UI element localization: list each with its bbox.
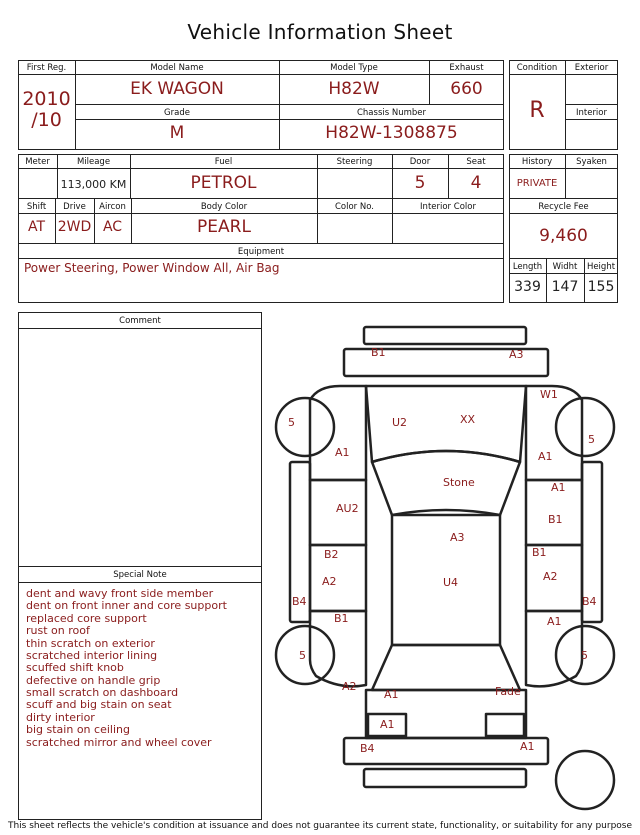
special-note-item: dent on front inner and core support [26, 599, 227, 612]
damage-mark: A1 [551, 481, 566, 494]
mileage-label: Mileage [76, 157, 111, 167]
recycle-fee-value: 9,460 [539, 226, 588, 246]
door-label: Door [409, 157, 431, 167]
model-type-label: Model Type [330, 63, 378, 73]
damage-mark: Stone [443, 476, 475, 489]
color-no-label: Color No. [334, 202, 374, 212]
damage-mark: A1 [380, 718, 395, 731]
length-label: Length [512, 262, 543, 272]
special-note-item: small scratch on dashboard [26, 686, 179, 699]
body-color-value: PEARL [197, 217, 251, 237]
special-note-item: dirty interior [26, 711, 95, 724]
special-note-item: thin scratch on exterior [26, 637, 155, 650]
interior-label: Interior [575, 108, 607, 118]
damage-mark: AU2 [336, 502, 359, 515]
drive-value: 2WD [57, 219, 92, 235]
special-note-item: scratched interior lining [26, 649, 158, 662]
grade-value: M [169, 123, 185, 143]
equipment-value: Power Steering, Power Window All, Air Bag [24, 261, 280, 275]
special-note-label: Special Note [113, 570, 167, 580]
model-type-value: H82W [328, 79, 380, 99]
damage-mark: A3 [450, 531, 465, 544]
rear-bumper [344, 738, 548, 764]
damage-mark: 5 [288, 416, 295, 429]
damage-mark: A1 [547, 615, 562, 628]
chassis-value: H82W-1308875 [325, 123, 458, 143]
grade-label: Grade [164, 108, 190, 118]
damage-mark: B1 [532, 546, 547, 559]
damage-mark: A1 [538, 450, 553, 463]
damage-mark: 5 [581, 649, 588, 662]
special-note-item: defective on handle grip [26, 674, 161, 687]
damage-mark: B4 [360, 742, 375, 755]
first-reg-year: 2010 [22, 88, 71, 110]
body-color-label: Body Color [200, 202, 248, 212]
damage-mark: XX [460, 413, 476, 426]
damage-mark: 5 [588, 433, 595, 446]
damage-mark: W1 [540, 388, 558, 401]
damage-mark: B1 [334, 612, 349, 625]
special-note-item: replaced core support [26, 612, 147, 625]
damage-mark: A1 [520, 740, 535, 753]
history-label: History [521, 157, 553, 167]
damage-mark: B2 [324, 548, 339, 561]
model-name-value: EK WAGON [130, 79, 224, 99]
exhaust-value: 660 [450, 79, 483, 99]
damage-mark: B1 [371, 346, 386, 359]
aircon-value: AC [102, 219, 123, 235]
width-label: Widht [552, 262, 578, 272]
history-value: PRIVATE [516, 178, 558, 189]
height-value: 155 [587, 279, 615, 295]
page-title: Vehicle Information Sheet [187, 20, 453, 44]
seat-label: Seat [466, 157, 486, 167]
chassis-label: Chassis Number [356, 108, 427, 118]
damage-mark: A2 [342, 680, 357, 693]
height-label: Height [586, 262, 616, 272]
damage-mark: A3 [509, 348, 524, 361]
rear-window [372, 645, 520, 690]
first-reg-label: First Reg. [26, 63, 67, 73]
damage-mark: B4 [582, 595, 597, 608]
exhaust-label: Exhaust [449, 63, 484, 73]
shift-label: Shift [26, 202, 47, 212]
damage-mark: 5 [299, 649, 306, 662]
damage-mark: A2 [322, 575, 337, 588]
equipment-label: Equipment [237, 247, 285, 257]
width-value: 147 [551, 279, 579, 295]
damage-mark: A1 [384, 688, 399, 701]
door-value: 5 [414, 173, 426, 193]
condition-label: Condition [516, 63, 558, 73]
damage-mark: U2 [392, 416, 408, 429]
damage-mark: A1 [335, 446, 350, 459]
front-bumper-top [364, 327, 526, 344]
wheel-front-left [276, 398, 334, 456]
recycle-fee-label: Recycle Fee [538, 202, 589, 212]
shift-value: AT [27, 219, 46, 235]
drive-label: Drive [63, 202, 86, 212]
exterior-label: Exterior [574, 63, 609, 73]
damage-mark: U4 [443, 576, 459, 589]
aircon-label: Aircon [99, 202, 126, 212]
damage-mark: B1 [548, 513, 563, 526]
special-note-item: scuffed shift knob [26, 661, 124, 674]
disclaimer-footer: This sheet reflects the vehicle's condition at issuance and does not guarantee its current state, functionality, or suitability for any purpose [7, 821, 633, 831]
wheel-front-right [556, 398, 614, 456]
car-damage-diagram [268, 318, 640, 818]
seat-value: 4 [470, 173, 482, 193]
comment-label: Comment [119, 316, 161, 326]
special-note-item: big stain on ceiling [26, 723, 130, 736]
damage-mark: Fade [495, 685, 521, 698]
fuel-label: Fuel [214, 157, 233, 167]
special-note-item: scratched mirror and wheel cover [26, 736, 212, 749]
condition-value: R [529, 98, 545, 123]
special-note-item: dent and wavy front side member [26, 587, 214, 600]
damage-mark: B4 [292, 595, 307, 608]
first-reg-month: /10 [31, 109, 62, 131]
damage-mark: A2 [543, 570, 558, 583]
fuel-value: PETROL [190, 173, 257, 193]
tail-light-right [486, 714, 524, 736]
spare-wheel [556, 751, 614, 809]
meter-label: Meter [25, 157, 50, 167]
interior-color-label: Interior Color [420, 202, 476, 212]
rear-bumper-bottom [364, 769, 526, 787]
model-name-label: Model Name [150, 63, 204, 73]
syaken-label: Syaken [576, 157, 607, 167]
mileage-value: 113,000 KM [60, 178, 127, 191]
steering-label: Steering [336, 157, 373, 167]
length-value: 339 [514, 279, 541, 295]
special-note-item: scuff and big stain on seat [26, 698, 172, 711]
special-note-item: rust on roof [26, 624, 90, 637]
